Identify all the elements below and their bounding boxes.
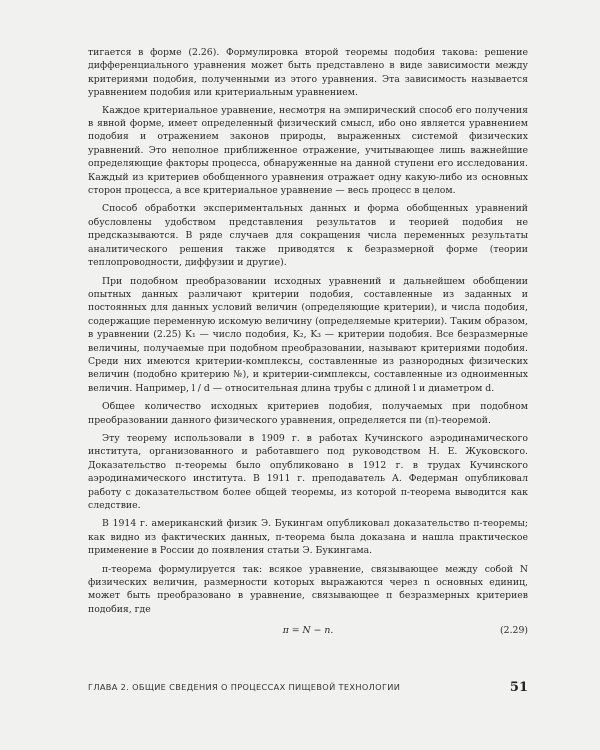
paragraph-history-1909: Эту теорему использовали в 1909 г. в работах Кучинского аэродинамического института, организованного и работавшего под руководством Н. Е. Жуковского. Доказательство π-теоремы было опубликовано в 1912 г. в трудах Кучинского аэродинамического института. В 1911 г. преподаватель А. Федерман опубликовал работу с доказательством более общей теоремы, из которой π-теорема выводится как следствие. [88,432,528,511]
paragraph-pi-theorem-statement: π-теорема формулируется так: всякое уравнение, связывающее между собой N физических величин, размерности которых выражаются через n основных единиц, может быть преобразовано в уравнение, связывающее π безразмерных критериев подобия, где [88,563,528,615]
paragraph-theorem-continuation: тигается в форме (2.26). Формулировка второй теоремы подобия такова: решение дифференциального уравнения может быть представлено в виде зависимости между критериями подобия, полученными из этого уравнения. Эта зависимость называется уравнением подобия или критериальным уравнением. [88,47,528,99]
page-footer [88,680,528,698]
chapter-running-title: ГЛАВА 2. ОБЩИЕ СВЕДЕНИЯ О ПРОЦЕССАХ ПИЩЕВОЙ ТЕХНОЛОГИИ [88,682,401,692]
paragraph-similarity-criteria: При подобном преобразовании исходных уравнений и дальнейшем обобщении опытных данных различают критерии подобия, составленные из заданных и постоянных для данных условий величин (определяющие критерии), и числа подобия, содержащие переменную искомую величину (определяемые критерии). Таким образом, в уравнении (2.25) K₁ — число подобия, K₂, K₃ — критерии подобия. Все безразмерные величины, получаемые при подобном преобразовании, называют критериями подобия. Среди них имеются критерии-комплексы, составленные из разнородных физических величин (подобно критерию №), и критерии-симплексы, составленные из одноименных величин. Например, l / d — относительная длина трубы с длиной l и диаметром d. [88,275,528,394]
body-text [88,46,528,640]
page-number: 51 [509,680,528,695]
paragraph-pi-theorem-intro: Общее количество исходных критериев подобия, получаемых при подобном преобразовании данного физического уравнения, определяется пи (π)-теоремой. [88,401,528,426]
paragraph-criterial-equation: Каждое критериальное уравнение, несмотря на эмпирический способ его получения в явной форме, имеет определенный физический смысл, ибо оно является уравнением подобия и отражением законов природы, выраженных системой физических уравнений. Это неполное приближенное отражение, учитывающее лишь важнейшие определяющие факторы процесса, обнаруженные на данной ступени его исследования. Каждый из критериев обобщенного уравнения отражает одну какую-либо из основных сторон процесса, а все критериальное уравнение — весь процесс в целом. [88,104,528,197]
paragraph-data-processing: Способ обработки экспериментальных данных и форма обобщенных уравнений обусловлены удобством представления результатов и теорией подобия не предсказываются. В ряде случаев для сокращения числа переменных результаты аналитического решения также приводятся к безразмерной форме (теории теплопроводности, диффузии и другие). [88,203,528,269]
equation-number: (2.29) [500,625,528,637]
equation-2-29 [88,624,528,640]
paragraph-buckingham: В 1914 г. американский физик Э. Букингам опубликовал доказательство π-теоремы; как видно из фактических данных, π-теорема была доказана и нашла практическое применение в России до появления статьи Э. Букингама. [88,518,528,557]
equation-expression: π = N − n. [282,625,334,637]
